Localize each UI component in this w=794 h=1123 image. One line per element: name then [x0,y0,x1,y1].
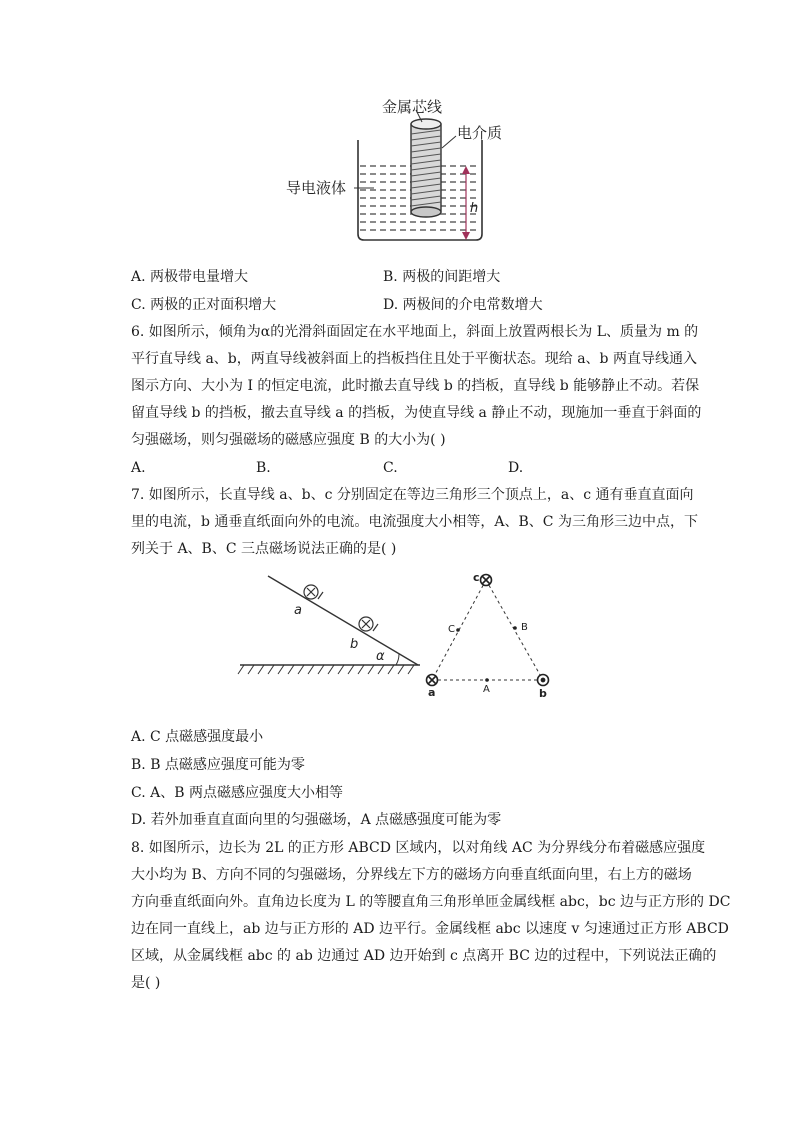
figure-liquid-sensor [270,88,510,248]
midpoint-a-dot [485,678,489,682]
height-arrow [462,166,470,240]
q7-line-3: 列关于 A、B、C 三点磁场说法正确的是( ) [131,541,397,557]
wire-b [359,617,378,631]
q8-line-6: 是( ) [131,975,161,991]
q8-line-3: 方向垂直纸面向外。直角边长度为 L 的等腰直角三角形单匝金属线框 abc，bc 边与正方形的 DC [131,894,731,910]
q7-line-1: 7. 如图所示，长直导线 a、b、c 分别固定在等边三角形三个顶点上，a、c 通有垂直直面向 [131,487,694,503]
label-wire-a: a [294,603,302,618]
label-vertex-c: c [473,571,480,584]
q6-line-4: 留直导线 b 的挡板，撤去直导线 a 的挡板，为使直导线 a 静止不动，现施加一垂直于斜面的 [131,405,702,421]
q7-option-b: B. B 点磁感应强度可能为零 [131,757,305,773]
figure-triangle [418,568,558,700]
q8-line-5: 区域，从金属线框 abc 的 ab 边通过 AD 边开始到 c 点离开 BC 边的过程中，下列说法正确的 [131,948,717,964]
midpoint-c-dot [456,628,460,632]
q5-option-d: D. 两极间的介电常数增大 [383,297,543,313]
vertex-a-wire-in [427,675,438,686]
q5-option-c: C. 两极的正对面积增大 [131,297,277,313]
label-mid-c: C [448,624,455,635]
q5-option-b: B. 两极的间距增大 [383,269,501,285]
vertex-c-wire-in [481,575,492,586]
label-mid-b: B [521,622,528,633]
q6-option-b: B. [256,460,271,476]
midpoint-b-dot [513,626,517,630]
ground-hatch [238,665,414,674]
q7-line-2: 里的电流，b 通垂直纸面向外的电流。电流强度大小相等，A、B、C 为三角形三边中点，下 [131,514,698,530]
q6-option-c: C. [383,460,398,476]
figure-incline [236,570,426,680]
incline-surface [268,576,418,665]
q8-line-2: 大小均为 B、方向不同的匀强磁场，分界线左下方的磁场方向垂直纸面向里，右上方的磁场 [131,867,692,883]
metal-core-cylinder [411,119,441,217]
q7-option-c: C. A、B 两点磁感应强度大小相等 [131,785,343,801]
label-conductive-liquid: 导电液体 [286,179,347,197]
q6-line-5: 匀强磁场，则匀强磁场的磁感应强度 B 的大小为( ) [131,432,446,448]
q6-line-3: 图示方向、大小为 I 的恒定电流，此时撤去直导线 b 的挡板，直导线 b 能够静止不动。若保 [131,378,700,394]
q7-option-d: D. 若外加垂直直面向里的匀强磁场，A 点磁感强度可能为零 [131,812,502,828]
label-metal-core: 金属芯线 [382,98,443,116]
q6-option-a: A. [131,460,146,476]
label-angle-alpha: α [376,649,385,664]
wire-a [304,585,323,599]
label-vertex-a: a [428,686,436,699]
label-wire-b: b [350,637,359,652]
q8-line-1: 8. 如图所示，边长为 2L 的正方形 ABCD 区域内，以对角线 AC 为分界线分布着磁感应强度 [131,840,706,856]
label-vertex-b: b [539,687,547,700]
q5-option-a: A. 两极带电量增大 [131,269,249,285]
q7-option-a: A. C 点磁感强度最小 [131,729,264,745]
q8-line-4: 边在同一直线上，ab 边与正方形的 AD 边平行。金属线框 abc 以速度 v 匀速通过正方形 ABCD [131,921,729,937]
label-mid-a: A [483,684,490,695]
label-h: h [470,201,479,216]
q6-option-d: D. [508,460,524,476]
q6-line-2: 平行直导线 a、b，两直导线被斜面上的挡板挡住且处于平衡状态。现给 a、b 两直导线通入 [131,351,697,367]
label-dielectric: 电介质 [457,124,503,142]
vertex-b-wire-out [538,675,549,686]
q6-line-1: 6. 如图所示，倾角为α的光滑斜面固定在水平地面上，斜面上放置两根长为 L、质量为 m 的 [131,324,699,340]
